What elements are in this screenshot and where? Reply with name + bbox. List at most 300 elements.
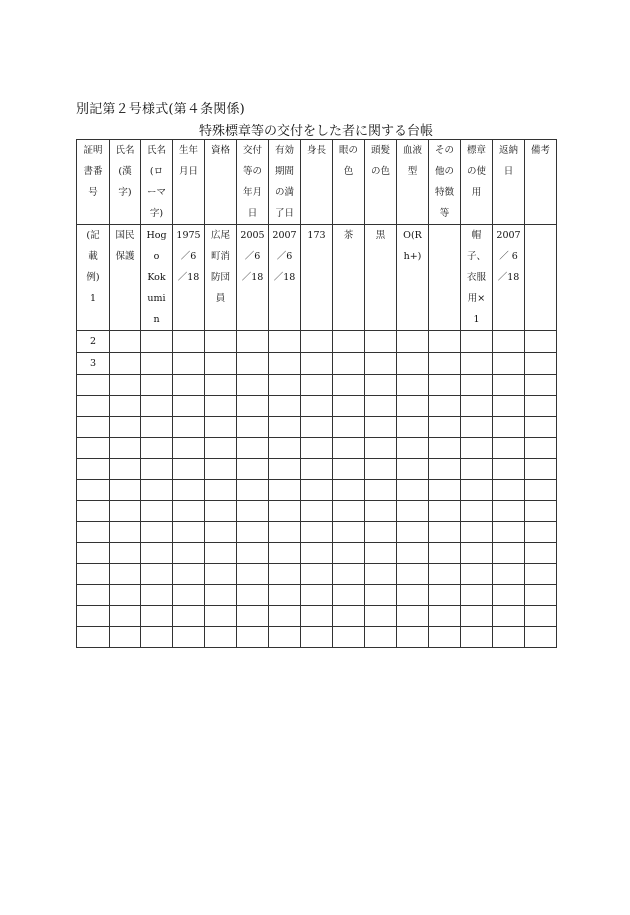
table-cell	[365, 459, 397, 480]
table-cell	[429, 501, 461, 522]
header-line: 備考	[530, 145, 550, 156]
cell-line: 載	[88, 251, 98, 262]
table-cell	[205, 353, 237, 375]
table-cell	[301, 459, 333, 480]
table-cell	[173, 353, 205, 375]
table-cell	[110, 396, 141, 417]
table-row	[77, 543, 557, 564]
table-cell	[493, 396, 525, 417]
table-row	[77, 501, 557, 522]
table-row	[77, 375, 557, 396]
table-cell	[173, 564, 205, 585]
table-row	[77, 331, 557, 353]
table-cell	[365, 606, 397, 627]
header-line: 返納	[498, 145, 518, 156]
table-cell	[269, 501, 301, 522]
table-cell	[525, 353, 557, 375]
table-cell	[397, 396, 429, 417]
table-cell	[269, 417, 301, 438]
table-row	[77, 417, 557, 438]
table-row	[77, 627, 557, 648]
table-cell	[493, 331, 525, 353]
table-cell	[429, 353, 461, 375]
cell-line: 1975	[176, 230, 201, 241]
table-cell	[237, 353, 269, 375]
table-cell	[365, 353, 397, 375]
table-cell	[397, 459, 429, 480]
header-line: 他の	[434, 166, 454, 177]
table-cell	[461, 396, 493, 417]
table-cell	[110, 438, 141, 459]
table-cell	[269, 396, 301, 417]
table-cell	[205, 543, 237, 564]
table-cell	[141, 353, 173, 375]
column-header	[461, 140, 493, 225]
table-cell	[205, 331, 237, 353]
table-cell	[461, 417, 493, 438]
table-cell	[397, 585, 429, 606]
table-cell	[301, 331, 333, 353]
table-cell	[141, 438, 173, 459]
header-line: 了日	[274, 208, 294, 219]
table-cell	[110, 353, 141, 375]
cell-line: 国民	[115, 230, 135, 241]
table-cell	[461, 438, 493, 459]
ledger-table	[76, 139, 557, 648]
example-cell	[493, 225, 525, 331]
header-line: 号	[88, 187, 98, 198]
column-header	[173, 140, 205, 225]
table-cell	[301, 417, 333, 438]
table-cell	[333, 501, 365, 522]
example-cell	[269, 225, 301, 331]
table-cell	[525, 501, 557, 522]
table-cell	[110, 606, 141, 627]
table-cell	[141, 543, 173, 564]
table-cell	[429, 396, 461, 417]
table-cell	[365, 375, 397, 396]
table-cell	[461, 331, 493, 353]
table-row	[77, 396, 557, 417]
cell-line: ／6	[276, 251, 293, 262]
table-cell	[173, 627, 205, 648]
table-cell	[493, 564, 525, 585]
header-line: 標章	[466, 145, 486, 156]
header-line: 日	[247, 208, 258, 219]
table-cell	[110, 501, 141, 522]
header-line: 期間	[274, 166, 294, 177]
table-cell	[110, 543, 141, 564]
header-line: 特徴	[434, 187, 454, 198]
table-cell	[173, 543, 205, 564]
table-cell	[173, 375, 205, 396]
header-line: の使	[466, 166, 486, 177]
column-header	[269, 140, 301, 225]
table-cell	[269, 459, 301, 480]
table-cell	[365, 331, 397, 353]
table-cell	[110, 627, 141, 648]
header-line: 氏名	[115, 145, 135, 156]
table-cell	[237, 585, 269, 606]
table-cell	[429, 480, 461, 501]
table-cell	[333, 331, 365, 353]
table-cell	[429, 459, 461, 480]
table-cell	[77, 396, 110, 417]
table-cell	[237, 543, 269, 564]
table-cell	[493, 585, 525, 606]
table-cell	[333, 564, 365, 585]
table-cell	[205, 606, 237, 627]
row-number: 3	[77, 353, 110, 375]
cell-line: 2007	[272, 230, 297, 241]
cell-line: 1	[473, 314, 480, 325]
table-cell	[461, 375, 493, 396]
example-cell	[237, 225, 269, 331]
table-cell	[110, 331, 141, 353]
cell-line: 員	[215, 293, 226, 304]
table-cell	[461, 627, 493, 648]
table-cell	[77, 438, 110, 459]
header-line: 生年	[178, 145, 198, 156]
header-line: その	[434, 145, 454, 156]
table-cell	[493, 543, 525, 564]
column-header	[301, 140, 333, 225]
table-cell	[173, 417, 205, 438]
table-cell	[269, 543, 301, 564]
table-cell	[269, 438, 301, 459]
table-row	[77, 522, 557, 543]
table-cell	[269, 585, 301, 606]
table-row	[77, 606, 557, 627]
table-cell	[461, 522, 493, 543]
cell-line: 広尾	[210, 230, 230, 241]
table-cell	[461, 564, 493, 585]
table-row	[77, 438, 557, 459]
table-cell	[141, 627, 173, 648]
table-cell	[110, 480, 141, 501]
table-cell	[77, 627, 110, 648]
table-cell	[110, 417, 141, 438]
table-cell	[525, 543, 557, 564]
table-cell	[77, 585, 110, 606]
cell-line: o	[153, 251, 160, 262]
table-cell	[110, 585, 141, 606]
table-cell	[365, 522, 397, 543]
table-cell	[333, 353, 365, 375]
table-cell	[525, 396, 557, 417]
table-cell	[461, 353, 493, 375]
example-cell	[397, 225, 429, 331]
header-line: 交付	[242, 145, 262, 156]
cell-line: 帽	[471, 230, 482, 241]
table-cell	[205, 501, 237, 522]
table-cell	[397, 438, 429, 459]
example-cell	[173, 225, 205, 331]
table-cell	[365, 417, 397, 438]
cell-line: ／18	[497, 272, 520, 283]
table-cell	[397, 417, 429, 438]
table-cell	[429, 331, 461, 353]
cell-line: ／18	[177, 272, 200, 283]
table-cell	[301, 353, 333, 375]
table-cell	[237, 331, 269, 353]
column-header	[110, 140, 141, 225]
table-cell	[429, 564, 461, 585]
table-cell	[173, 396, 205, 417]
header-line: 月日	[178, 166, 198, 177]
table-cell	[237, 522, 269, 543]
example-row	[77, 225, 557, 331]
table-cell	[365, 480, 397, 501]
table-cell	[525, 522, 557, 543]
table-cell	[525, 480, 557, 501]
cell-line: (記	[86, 230, 100, 241]
cell-line: 173	[307, 230, 326, 241]
table-cell	[365, 543, 397, 564]
header-line: 証明	[83, 145, 103, 156]
table-cell	[237, 375, 269, 396]
table-cell	[269, 522, 301, 543]
header-line: 身長	[306, 145, 326, 156]
table-cell	[269, 606, 301, 627]
table-cell	[205, 564, 237, 585]
table-cell	[493, 459, 525, 480]
table-cell	[269, 564, 301, 585]
form-label: 別記第２号様式(第４条関係)	[76, 102, 245, 117]
table-cell	[141, 606, 173, 627]
cell-line: 1	[89, 293, 97, 304]
example-cell	[333, 225, 365, 331]
cell-line: 用×	[467, 293, 486, 304]
example-cell	[77, 225, 110, 331]
table-cell	[110, 522, 141, 543]
table-cell	[141, 331, 173, 353]
table-cell	[173, 438, 205, 459]
table-cell	[141, 480, 173, 501]
table-cell	[333, 396, 365, 417]
cell-line: 町消	[210, 251, 230, 262]
table-cell	[141, 501, 173, 522]
table-cell	[141, 564, 173, 585]
table-row	[77, 585, 557, 606]
table-cell	[269, 480, 301, 501]
table-cell	[493, 480, 525, 501]
table-cell	[205, 627, 237, 648]
header-line: 血液	[402, 145, 422, 156]
table-cell	[301, 480, 333, 501]
table-cell	[429, 543, 461, 564]
table-cell	[77, 417, 110, 438]
table-cell	[461, 585, 493, 606]
cell-line: 保護	[115, 251, 135, 262]
column-header	[429, 140, 461, 225]
header-line: 書番	[83, 166, 103, 177]
cell-line: n	[153, 314, 160, 325]
table-cell	[493, 375, 525, 396]
table-cell	[397, 564, 429, 585]
table-cell	[205, 459, 237, 480]
column-header	[141, 140, 173, 225]
table-cell	[429, 627, 461, 648]
table-cell	[493, 606, 525, 627]
table-cell	[205, 417, 237, 438]
table-cell	[141, 417, 173, 438]
table-cell	[237, 459, 269, 480]
table-cell	[141, 522, 173, 543]
cell-line: ／18	[273, 272, 296, 283]
header-line: 有効	[274, 145, 294, 156]
table-cell	[301, 375, 333, 396]
table-cell	[237, 606, 269, 627]
cell-line: 2007	[496, 230, 521, 241]
table-cell	[493, 438, 525, 459]
table-cell	[269, 353, 301, 375]
header-line: ーマ	[146, 187, 166, 198]
table-cell	[301, 543, 333, 564]
table-cell	[429, 606, 461, 627]
table-cell	[333, 585, 365, 606]
header-line: 年月	[242, 187, 262, 198]
header-line: 字)	[149, 208, 164, 219]
table-cell	[173, 606, 205, 627]
table-cell	[77, 375, 110, 396]
table-cell	[493, 417, 525, 438]
header-line: の色	[370, 166, 390, 177]
table-cell	[237, 396, 269, 417]
table-cell	[173, 585, 205, 606]
table-cell	[525, 417, 557, 438]
header-line: 字)	[118, 187, 132, 198]
example-cell	[141, 225, 173, 331]
table-cell	[269, 331, 301, 353]
table-cell	[365, 585, 397, 606]
cell-line: 防団	[210, 272, 230, 283]
table-cell	[205, 585, 237, 606]
example-cell	[110, 225, 141, 331]
table-cell	[333, 606, 365, 627]
table-cell	[333, 459, 365, 480]
table-cell	[301, 501, 333, 522]
header-line: 頭髪	[370, 145, 390, 156]
table-cell	[237, 417, 269, 438]
table-cell	[333, 543, 365, 564]
table-cell	[365, 396, 397, 417]
cell-line: 衣服	[466, 272, 486, 283]
example-cell	[525, 225, 557, 331]
cell-line: ／18	[241, 272, 264, 283]
table-cell	[429, 522, 461, 543]
cell-line: 子、	[466, 251, 486, 262]
table-cell	[333, 480, 365, 501]
table-cell	[461, 501, 493, 522]
table-cell	[173, 459, 205, 480]
table-cell	[141, 375, 173, 396]
table-cell	[365, 564, 397, 585]
header-line: (ロ	[149, 166, 164, 177]
table-cell	[77, 543, 110, 564]
table-cell	[429, 438, 461, 459]
table-cell	[397, 501, 429, 522]
table-cell	[365, 438, 397, 459]
header-line: (漢	[118, 166, 132, 177]
table-cell	[333, 627, 365, 648]
example-cell	[301, 225, 333, 331]
table-cell	[237, 480, 269, 501]
table-cell	[173, 480, 205, 501]
table-cell	[429, 375, 461, 396]
table-row	[77, 459, 557, 480]
table-cell	[525, 375, 557, 396]
table-cell	[77, 564, 110, 585]
column-header	[525, 140, 557, 225]
column-header	[77, 140, 110, 225]
table-cell	[77, 501, 110, 522]
table-cell	[141, 585, 173, 606]
table-cell	[397, 353, 429, 375]
header-line: 日	[503, 166, 514, 177]
column-header	[397, 140, 429, 225]
header-line: 氏名	[146, 145, 166, 156]
table-cell	[525, 564, 557, 585]
table-cell	[365, 501, 397, 522]
table-cell	[173, 501, 205, 522]
header-line: 型	[407, 166, 418, 177]
row-number: 2	[77, 331, 110, 353]
column-header	[493, 140, 525, 225]
table-cell	[301, 522, 333, 543]
cell-line: ／6	[244, 251, 261, 262]
table-cell	[525, 585, 557, 606]
header-line: 資格	[210, 145, 230, 156]
cell-line: umi	[147, 293, 166, 304]
table-cell	[397, 480, 429, 501]
table-cell	[333, 375, 365, 396]
cell-line: Kok	[147, 272, 166, 283]
table-cell	[525, 331, 557, 353]
table-cell	[269, 627, 301, 648]
table-cell	[461, 543, 493, 564]
table-cell	[110, 564, 141, 585]
column-header	[333, 140, 365, 225]
table-cell	[397, 606, 429, 627]
table-cell	[333, 438, 365, 459]
cell-line: 茶	[343, 230, 354, 241]
cell-line: ／6	[180, 251, 197, 262]
table-cell	[301, 627, 333, 648]
table-cell	[141, 459, 173, 480]
table-cell	[525, 438, 557, 459]
table-cell	[333, 417, 365, 438]
table-cell	[205, 375, 237, 396]
table-cell	[77, 606, 110, 627]
table-cell	[493, 501, 525, 522]
table-cell	[205, 396, 237, 417]
table-cell	[110, 459, 141, 480]
table-cell	[397, 522, 429, 543]
cell-line: O(R	[403, 230, 422, 241]
column-header	[237, 140, 269, 225]
cell-line: ／ 6	[499, 251, 518, 262]
table-row	[77, 480, 557, 501]
table-cell	[461, 480, 493, 501]
header-line: 眼の	[338, 145, 358, 156]
table-cell	[205, 522, 237, 543]
cell-line: 例)	[86, 272, 100, 283]
table-cell	[173, 331, 205, 353]
table-cell	[237, 564, 269, 585]
table-cell	[493, 627, 525, 648]
table-cell	[397, 627, 429, 648]
